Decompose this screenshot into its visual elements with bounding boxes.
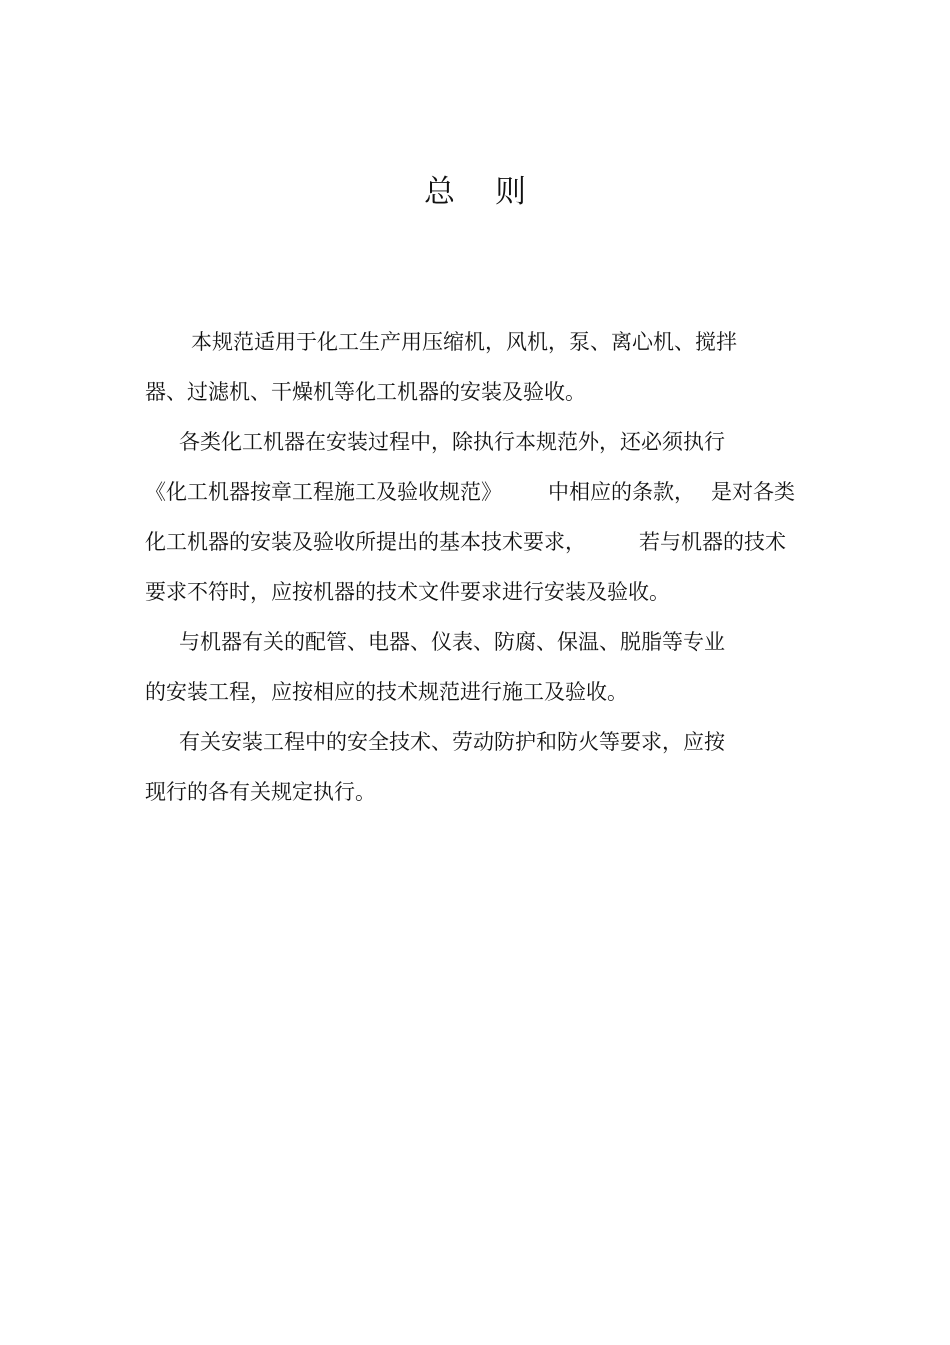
- paragraph-2-line-4: 要求不符时，应按机器的技术文件要求进行安装及验收。: [145, 580, 670, 604]
- paragraph-2-line-2a: 《化工机器按章工程施工及验收规范》: [145, 480, 502, 504]
- page-title: [0, 170, 950, 214]
- paragraph-1-line-2: 器、过滤机、干燥机等化工机器的安装及验收。: [145, 380, 586, 404]
- paragraph-4-line-1: 有关安装工程中的安全技术、劳动防护和防火等要求，应按: [179, 730, 725, 754]
- paragraph-2-line-3b: 若与机器的技术: [639, 530, 786, 554]
- paragraph-2-line-1: 各类化工机器在安装过程中，除执行本规范外，还必须执行: [179, 430, 725, 454]
- page-title-part-2: 则: [495, 174, 526, 210]
- paragraph-2-line-3a: 化工机器的安装及验收所提出的基本技术要求，: [145, 530, 586, 554]
- paragraph-2-line-2c: 是对各类: [711, 480, 795, 504]
- paragraph-2-line-2b: 中相应的条款，: [548, 480, 695, 504]
- paragraph-4-line-2: 现行的各有关规定执行。: [145, 780, 376, 804]
- paragraph-3-line-1: 与机器有关的配管、电器、仪表、防腐、保温、脱脂等专业: [179, 630, 725, 654]
- paragraph-3-line-2: 的安装工程，应按相应的技术规范进行施工及验收。: [145, 680, 628, 704]
- paragraph-1-line-1: 本规范适用于化工生产用压缩机，风机，泵、离心机、搅拌: [191, 330, 737, 354]
- page-title-part-1: 总: [424, 174, 455, 210]
